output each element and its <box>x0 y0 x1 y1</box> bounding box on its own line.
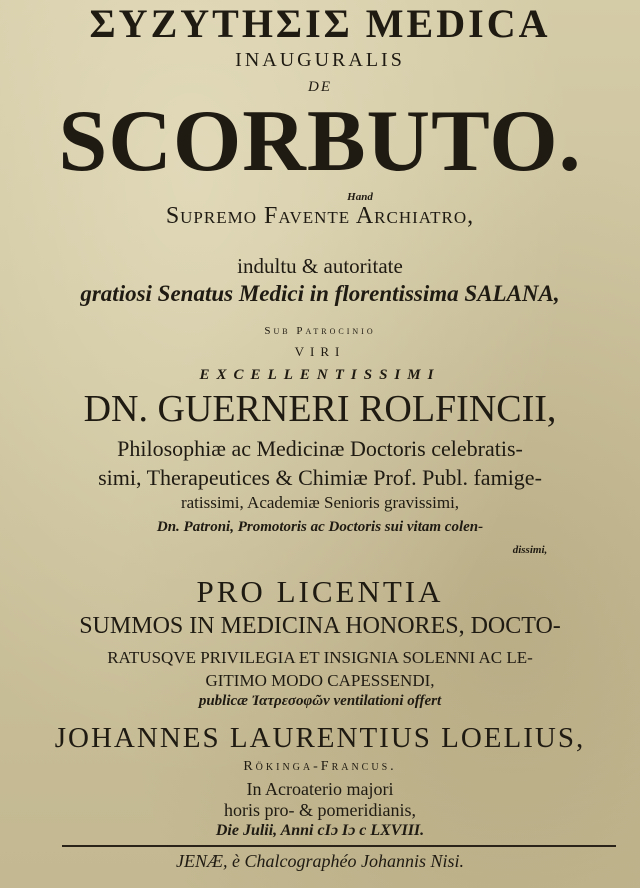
line-pro-licentia: PRO LICENTIA <box>196 574 444 609</box>
line-patroni: Dn. Patroni, Promotoris ac Doctoris sui vitam colen- <box>156 519 484 535</box>
line-imprint: JENÆ, è Chalcographéo Johannis Nisi. <box>176 851 464 871</box>
line-date: Die Julii, Anni cIɔ Iɔ c LXVIII. <box>215 822 425 839</box>
line-summos: SUMMOS IN MEDICINA HONORES, DOCTO- <box>79 613 561 639</box>
line-indultu: indultu & autoritate <box>237 254 403 278</box>
line-supremo: Supremo Favente Archiatro, <box>165 203 475 229</box>
line-ratissimi: ratissimi, Academiæ Senioris gravissimi, <box>180 493 460 512</box>
title-main: SCORBUTO. <box>58 93 582 190</box>
title-line-1: ΣΥΖΥΤΗΣΙΣ MEDICA <box>89 1 551 46</box>
line-sub-patrocinio: Sub Patrocinio <box>264 325 376 337</box>
imprint-rule <box>62 845 616 847</box>
line-origin: Rökinga-Francus. <box>243 759 397 774</box>
line-gratiosi: gratiosi Senatus Medici in florentissima SALANA, <box>80 281 560 306</box>
title-line-2: INAUGURALIS <box>235 49 405 71</box>
line-viri: VIRI <box>294 344 346 359</box>
line-author: JOHANNES LAURENTIUS LOELIUS, <box>54 722 586 754</box>
line-philosophiae: Philosophiæ ac Medicinæ Doctoris celebratis- <box>117 436 523 461</box>
title-line-3: DE <box>308 79 332 95</box>
line-excellentissimi: EXCELLENTISSIMI <box>199 367 441 383</box>
handwritten-note: Hand <box>347 191 373 203</box>
line-acroaterio: In Acroaterio majori <box>246 779 394 799</box>
line-ratusqve: RATUSQVE PRIVILEGIA ET INSIGNIA SOLENNI AC LE- <box>107 648 533 667</box>
line-name: DN. GUERNERI ROLFINCII, <box>83 388 557 430</box>
line-horis: horis pro- & pomeridianis, <box>224 800 416 820</box>
line-publicae: publicæ Ἰατρεσοφῶν ventilationi offert <box>198 693 442 709</box>
line-simi: simi, Therapeutices & Chimiæ Prof. Publ. famige- <box>98 465 542 490</box>
line-dissimi: dissimi, <box>512 544 548 556</box>
line-gitimo: GITIMO MODO CAPESSENDI, <box>205 671 435 690</box>
